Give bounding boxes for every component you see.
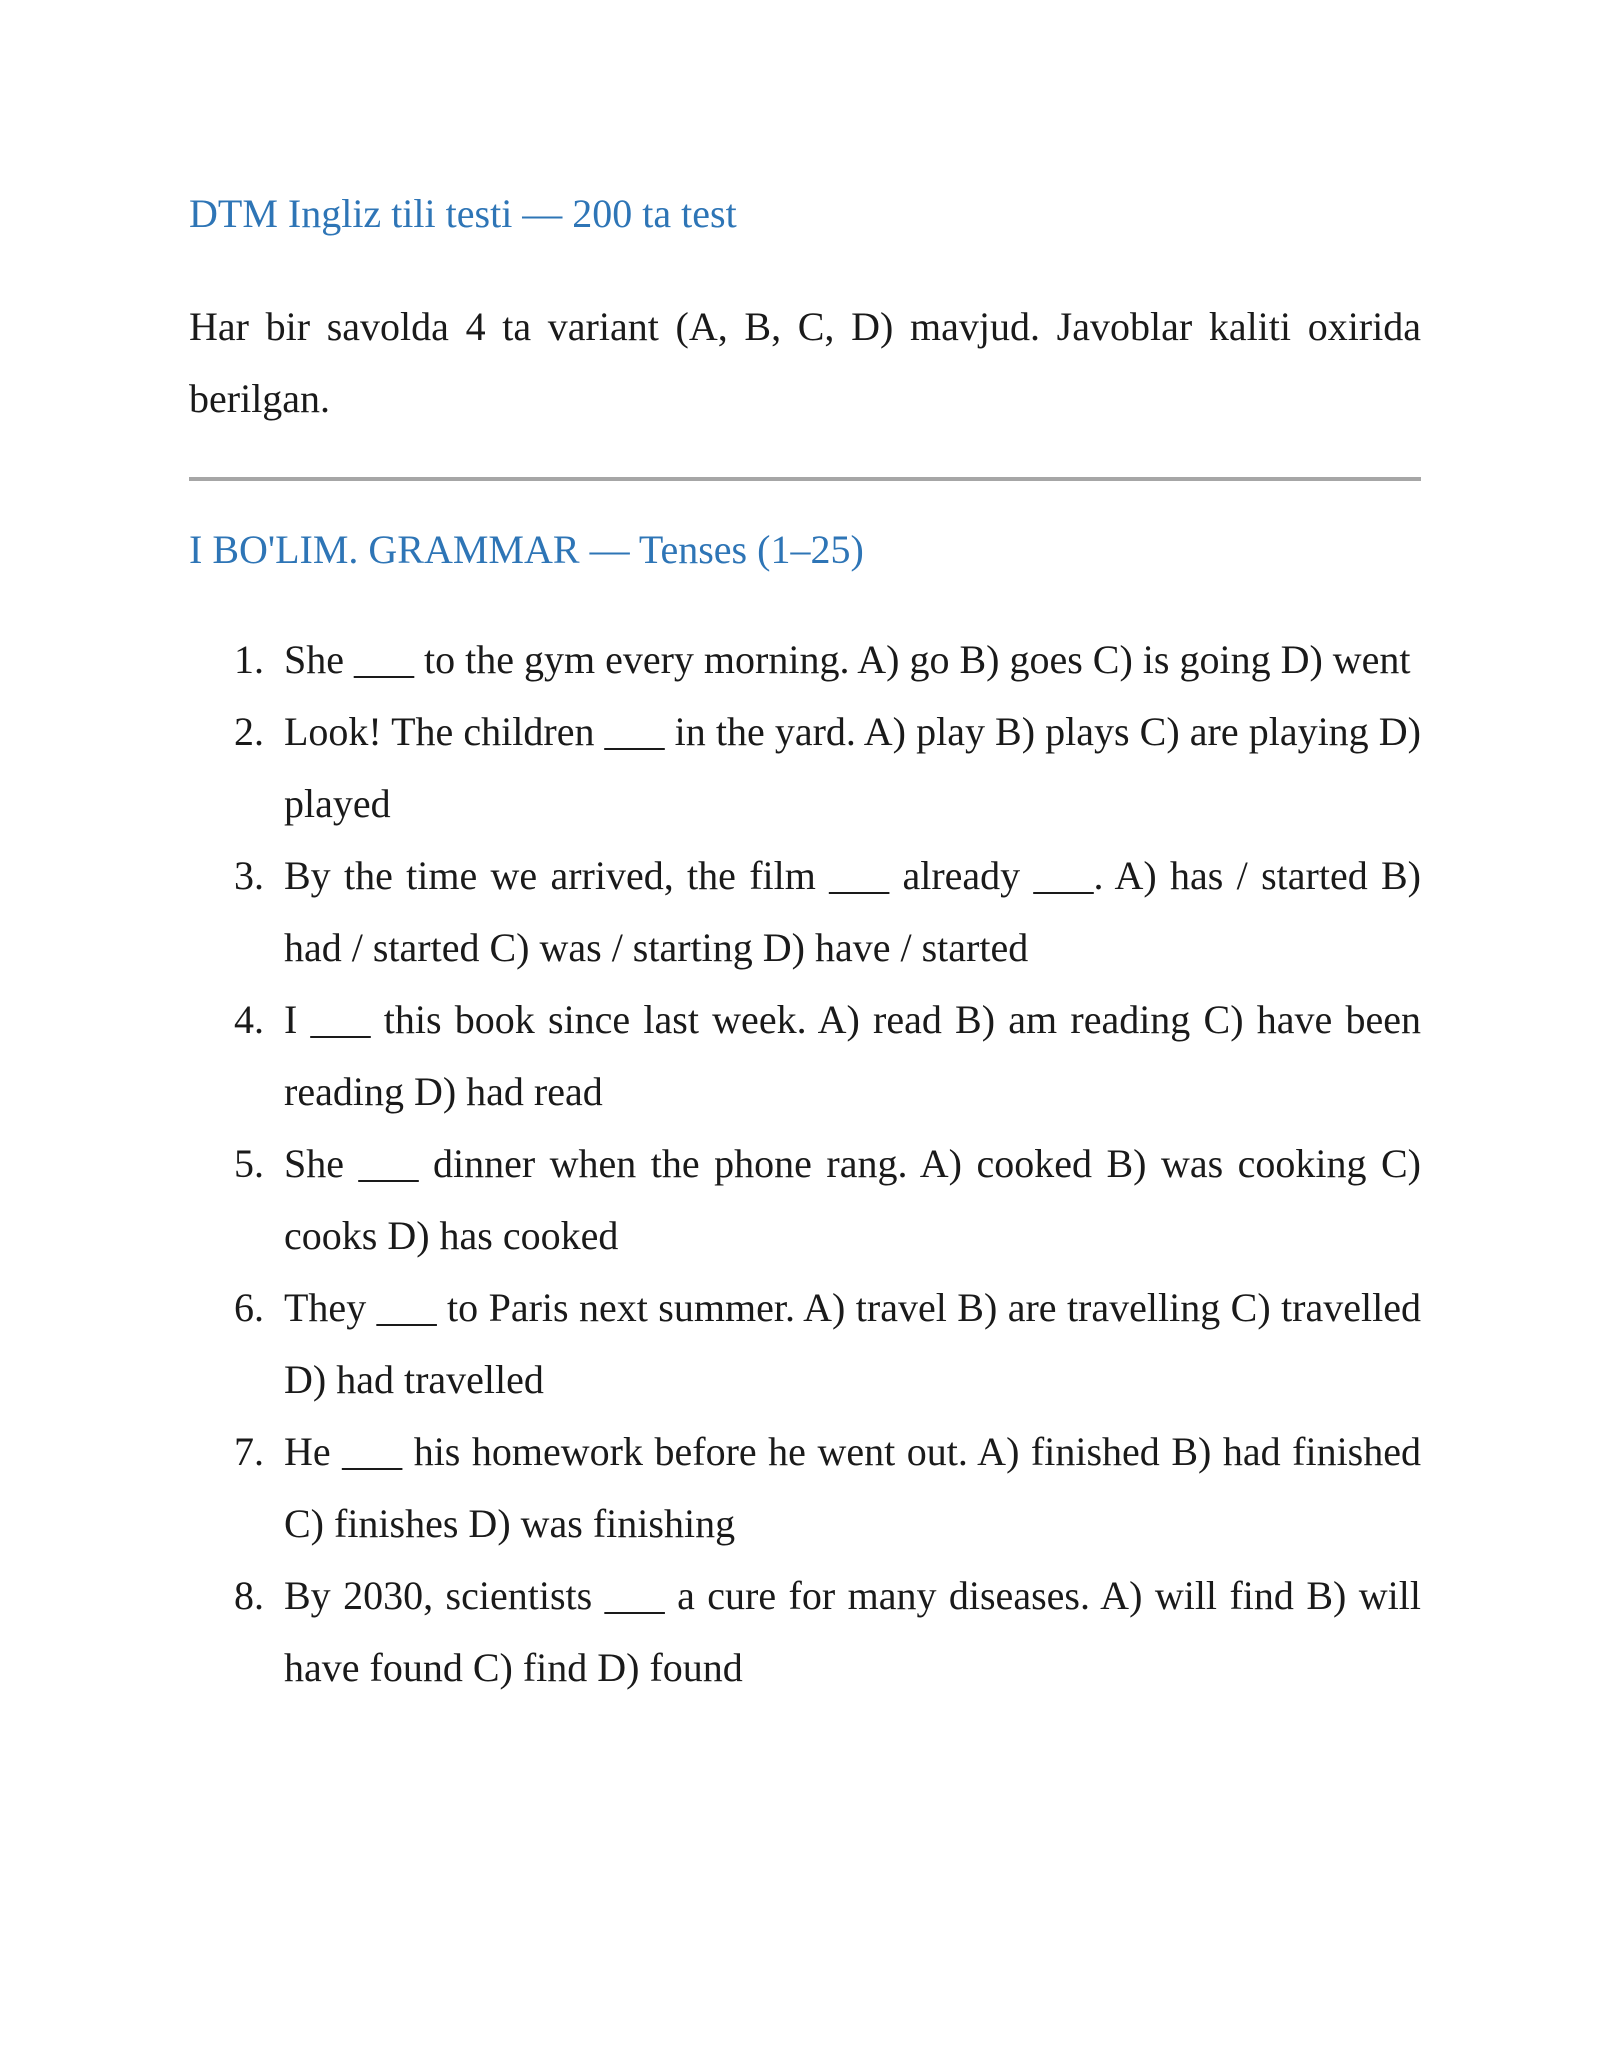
- question-number: 6.: [234, 1285, 264, 1330]
- question-number: 7.: [234, 1429, 264, 1474]
- document-title: DTM Ingliz tili testi — 200 ta test: [189, 191, 737, 236]
- question-number: 4.: [234, 997, 264, 1042]
- question-number: 2.: [234, 709, 264, 754]
- question-number: 1.: [234, 637, 264, 682]
- question-number: 8.: [234, 1573, 264, 1618]
- question-item: [189, 1128, 1421, 1272]
- question-text: By 2030, scientists ___ a cure for many diseases. A) will find B) will have found C) find D) found: [284, 1573, 1421, 1690]
- question-text: She ___ to the gym every morning. A) go B) goes C) is going D) went: [284, 637, 1411, 682]
- question-number: 5.: [234, 1141, 264, 1186]
- question-text: I ___ this book since last week. A) read B) am reading C) have been reading D) had read: [284, 997, 1421, 1114]
- question-list: [189, 624, 1421, 1704]
- question-number: 3.: [234, 853, 264, 898]
- question-text: By the time we arrived, the film ___ already ___. A) has / started B) had / started C) was / starting D) have / started: [284, 853, 1421, 970]
- question-item: [189, 840, 1421, 984]
- section-title: I BO'LIM. GRAMMAR — Tenses (1–25): [189, 527, 864, 572]
- question-text: They ___ to Paris next summer. A) travel B) are travelling C) travelled D) had travelled: [284, 1285, 1421, 1402]
- question-item: [189, 696, 1421, 840]
- question-item: [189, 624, 1421, 696]
- question-text: She ___ dinner when the phone rang. A) cooked B) was cooking C) cooks D) has cooked: [284, 1141, 1421, 1258]
- question-text: He ___ his homework before he went out. A) finished B) had finished C) finishes D) was finishing: [284, 1429, 1421, 1546]
- intro-paragraph: Har bir savolda 4 ta variant (A, B, C, D) mavjud. Javoblar kaliti oxirida berilgan.: [189, 304, 1421, 421]
- question-item: [189, 1560, 1421, 1704]
- question-item: [189, 984, 1421, 1128]
- horizontal-divider: [189, 477, 1421, 481]
- question-text: Look! The children ___ in the yard. A) play B) plays C) are playing D) played: [284, 709, 1421, 826]
- question-item: [189, 1416, 1421, 1560]
- question-item: [189, 1272, 1421, 1416]
